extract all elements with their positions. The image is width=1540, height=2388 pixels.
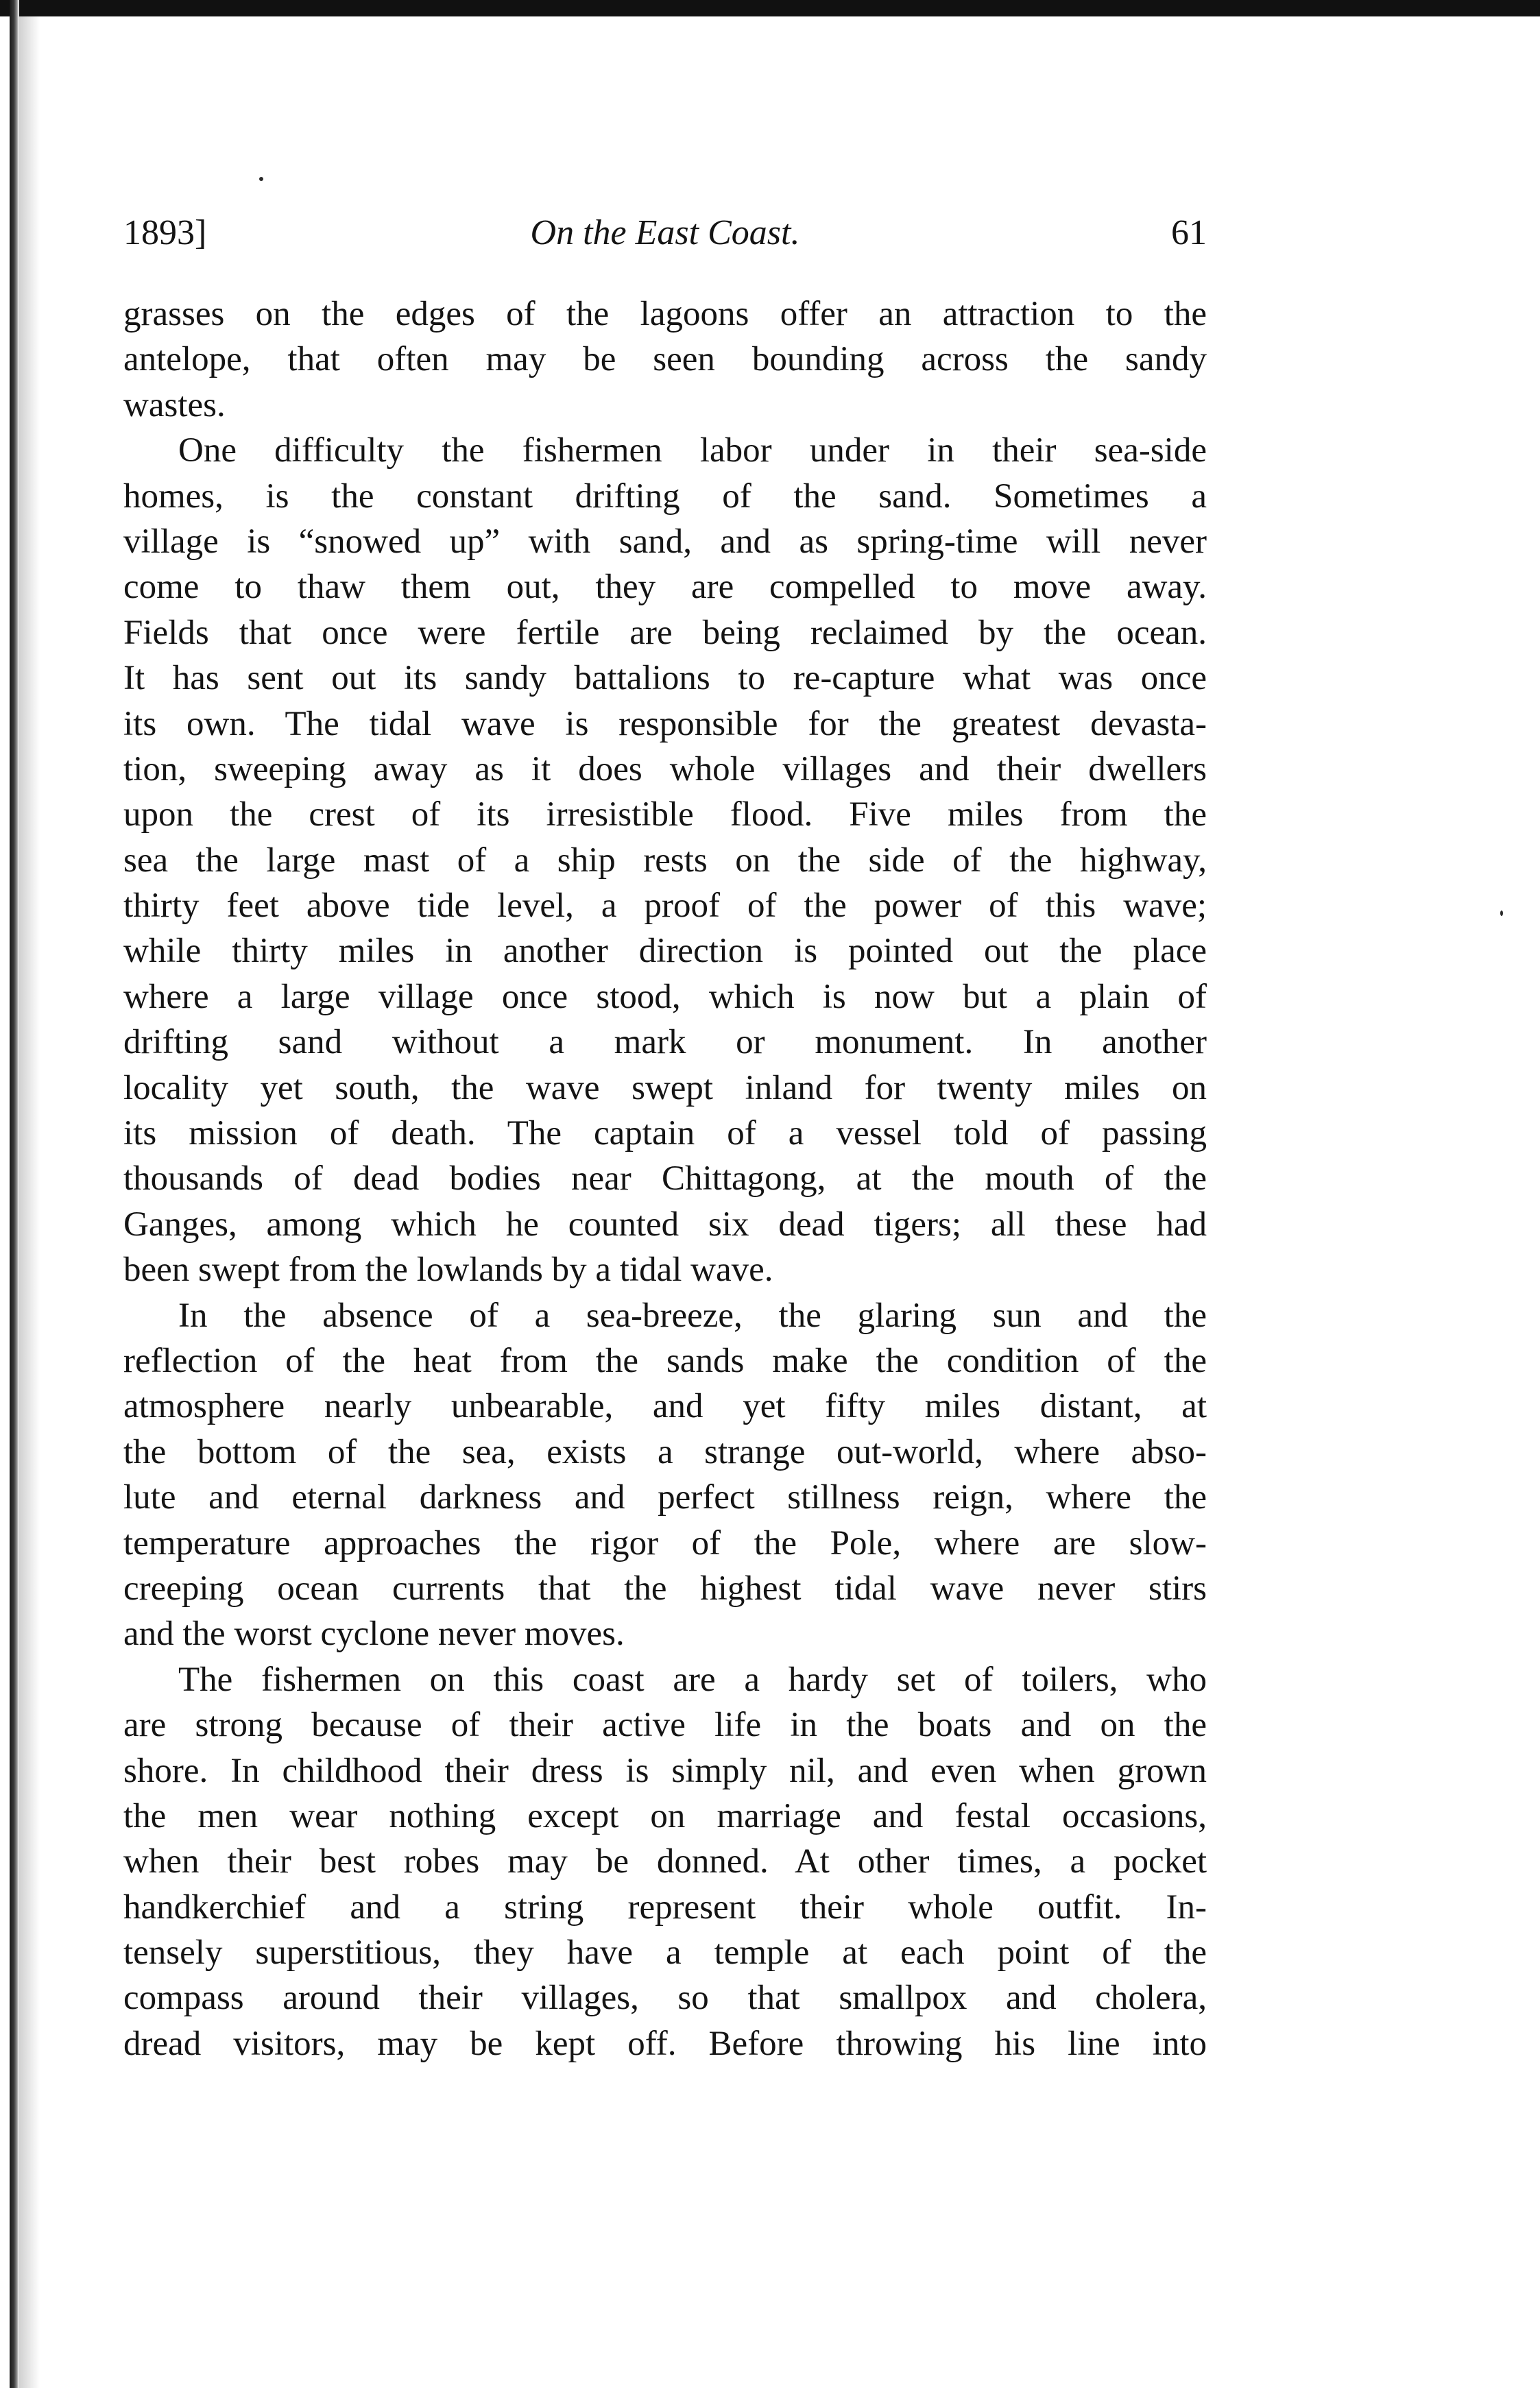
text-line: are strong because of their active life in the boats and on the xyxy=(123,1706,1207,1745)
text-line: temperature approaches the rigor of the Pole, where are slow- xyxy=(123,1523,1207,1563)
text-line: village is “snowed up” with sand, and as spring-time will never xyxy=(123,522,1207,561)
text-line: when their best robes may be donned. At other times, a pocket xyxy=(123,1842,1207,1881)
text-line: thousands of dead bodies near Chittagong, at the mouth of the xyxy=(123,1159,1207,1198)
paragraph-start-line: In the absence of a sea-breeze, the glaring sun and the xyxy=(178,1296,1207,1335)
text-line: wastes. xyxy=(123,385,226,424)
text-line: compass around their villages, so that smallpox and cholera, xyxy=(123,1979,1207,2018)
text-line: the men wear nothing except on marriage and festal occasions, xyxy=(123,1796,1207,1835)
text-line: tion, sweeping away as it does whole villages and their dwellers xyxy=(123,749,1207,788)
page-header xyxy=(123,206,1207,261)
text-line: locality yet south, the wave swept inland for twenty miles on xyxy=(123,1068,1207,1107)
text-line: atmosphere nearly unbearable, and yet fifty miles distant, at xyxy=(123,1387,1207,1426)
text-line: while thirty miles in another direction is pointed out the place xyxy=(123,932,1207,971)
text-line: upon the crest of its irresistible flood. Five miles from the xyxy=(123,795,1207,834)
text-line: drifting sand without a mark or monument. In another xyxy=(123,1023,1207,1062)
text-line: Fields that once were fertile are being reclaimed by the ocean. xyxy=(123,613,1207,652)
text-line: and the worst cyclone never moves. xyxy=(123,1615,625,1654)
text-line: come to thaw them out, they are compelled to move away. xyxy=(123,568,1207,607)
text-line: the bottom of the sea, exists a strange out-world, where abso- xyxy=(123,1432,1207,1471)
text-line: its own. The tidal wave is responsible for the greatest devasta- xyxy=(123,704,1207,743)
page-number: 61 xyxy=(1171,213,1207,252)
paragraph-start-line: One difficulty the fishermen labor under in their sea-side xyxy=(178,431,1207,470)
text-line: thirty feet above tide level, a proof of the power of this wave; xyxy=(123,887,1207,926)
running-title: On the East Coast. xyxy=(530,213,800,252)
text-line: homes, is the constant drifting of the sand. Sometimes a xyxy=(123,477,1207,516)
header-year: 1893] xyxy=(123,213,207,252)
text-line: It has sent out its sandy battalions to re-capture what was once xyxy=(123,659,1207,698)
left-scan-shadow xyxy=(19,16,40,2388)
text-line: antelope, that often may be seen bounding across the sandy xyxy=(123,340,1207,379)
text-line: been swept from the lowlands by a tidal wave. xyxy=(123,1251,773,1290)
text-line: Ganges, among which he counted six dead tigers; all these had xyxy=(123,1205,1207,1244)
text-line: lute and eternal darkness and perfect stillness reign, where the xyxy=(123,1478,1207,1517)
scan-speck xyxy=(259,177,263,181)
top-scan-border xyxy=(0,0,1540,16)
text-line: where a large village once stood, which is now but a plain of xyxy=(123,977,1207,1016)
text-line: handkerchief and a string represent their whole outfit. In- xyxy=(123,1888,1207,1927)
text-line: tensely superstitious, they have a temple at each point of the xyxy=(123,1933,1207,1973)
text-line: sea the large mast of a ship rests on the side of the highway, xyxy=(123,841,1207,880)
text-line: dread visitors, may be kept off. Before throwing his line into xyxy=(123,2024,1207,2063)
scan-speck xyxy=(1500,910,1503,916)
text-line: reflection of the heat from the sands make the condition of the xyxy=(123,1341,1207,1380)
text-line: shore. In childhood their dress is simply nil, and even when grown xyxy=(123,1751,1207,1790)
text-line: grasses on the edges of the lagoons offer an attraction to the xyxy=(123,295,1207,333)
left-scan-border xyxy=(10,0,19,2388)
paragraph-start-line: The fishermen on this coast are a hardy set of toilers, who xyxy=(178,1660,1207,1699)
text-line: its mission of death. The captain of a vessel told of passing xyxy=(123,1114,1207,1153)
body-text xyxy=(123,291,1207,2066)
text-line: creeping ocean currents that the highest tidal wave never stirs xyxy=(123,1569,1207,1608)
